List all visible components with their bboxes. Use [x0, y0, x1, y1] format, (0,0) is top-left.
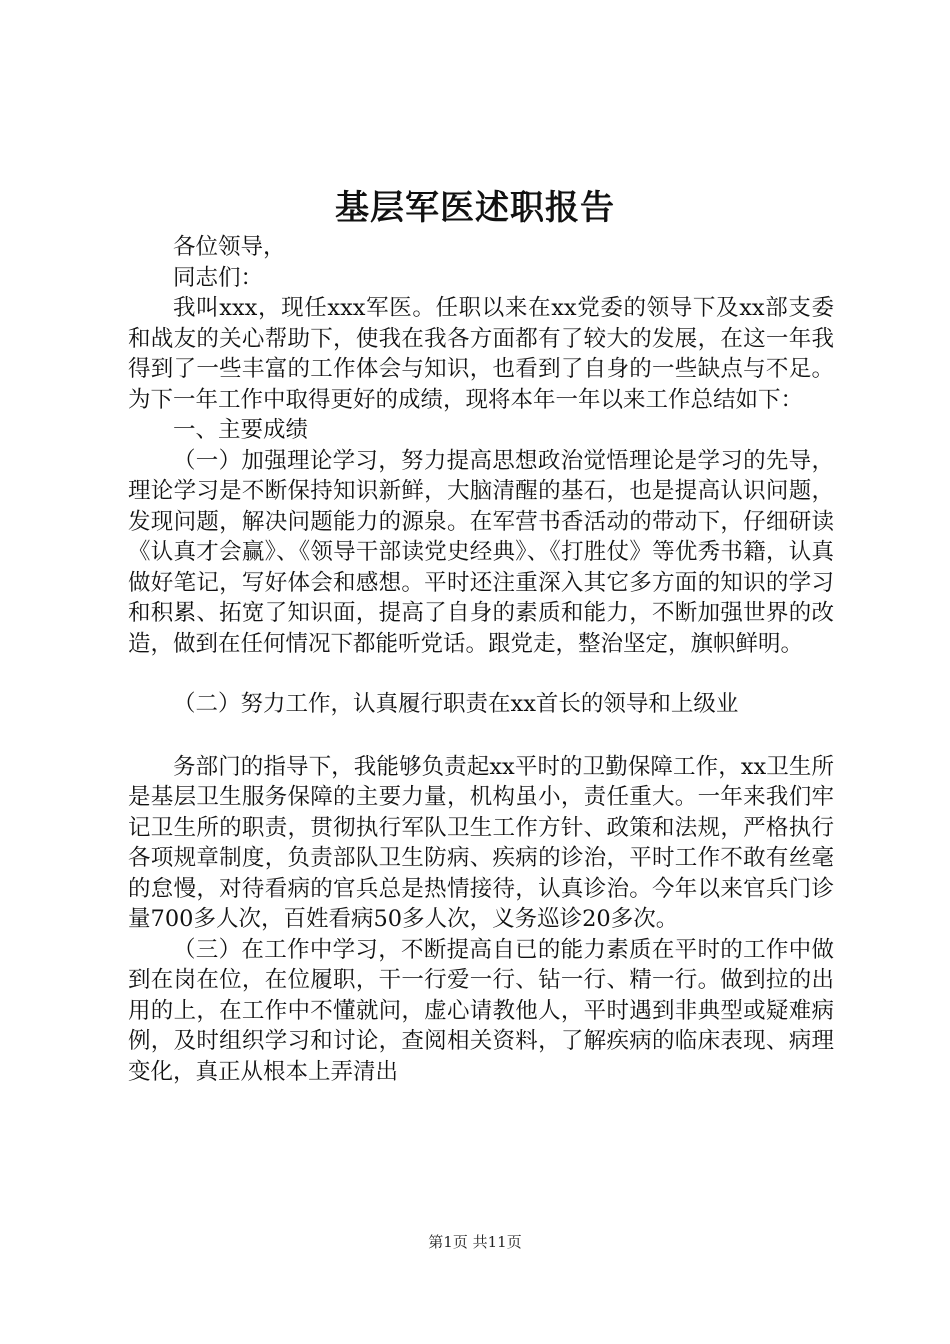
intro-paragraph: 我叫xxx，现任xxx军医。任职以来在xx党委的领导下及xx部支委和战友的关心帮助下，使我在我各方面都有了较大的发展，在这一年我得到了一些丰富的工作体会与知识，也看到了自身的一些缺点与不足。为下一年工作中取得更好的成绩，现将本年一年以来工作总结如下：	[128, 295, 834, 413]
paragraph-work-heading: （二）努力工作，认真履行职责在xx首长的领导和上级业	[173, 691, 739, 717]
paragraph-learning-at-work: （三）在工作中学习，不断提高自已的能力素质在平时的工作中做到在岗在位，在位履职，干一行爱一行、钻一行、精一行。做到拉的出用的上，在工作中不懂就问，虚心请教他人，平时遇到非典型或疑难病例，及时组织学习和讨论，查阅相关资料，了解疾病的临床表现、病理变化，真正从根本上弄清出	[128, 936, 834, 1085]
document-body	[128, 232, 834, 1087]
salutation-leaders: 各位领导，	[173, 234, 286, 260]
section-heading-achievements: 一、主要成绩	[173, 417, 309, 443]
page-number-footer: 第1页 共11页	[428, 1233, 522, 1251]
salutation-comrades: 同志们：	[173, 264, 264, 291]
document-title: 基层军医述职报告	[335, 188, 615, 228]
paragraph-theory-study: （一）加强理论学习，努力提高思想政治觉悟理论是学习的先导，理论学习是不断保持知识新鲜，大脑清醒的基石，也是提高认识问题，发现问题，解决问题能力的源泉。在军营书香活动的带动下，仔细研读《认真才会赢》、《领导干部读党史经典》、《打胜仗》等优秀书籍，认真做好笔记，写好体会和感想。平时还注重深入其它多方面的知识的学习和积累、拓宽了知识面，提高了自身的素质和能力，不断加强世界的改造，做到在任何情况下都能听党话。跟党走，整治坚定，旗帜鲜明。	[128, 447, 834, 657]
paragraph-work-duties: 务部门的指导下，我能够负责起xx平时的卫勤保障工作，xx卫生所是基层卫生服务保障的主要力量，机构虽小，责任重大。一年来我们牢记卫生所的职责，贯彻执行军队卫生工作方针、政策和法规，严格执行各项规章制度，负责部队卫生防病、疾病的诊治，平时工作不敢有丝毫的怠慢，对待看病的官兵总是热情接待，认真诊治。今年以来官兵门诊量700多人次，百姓看病50多人次，义务巡诊20多次。	[128, 753, 834, 932]
